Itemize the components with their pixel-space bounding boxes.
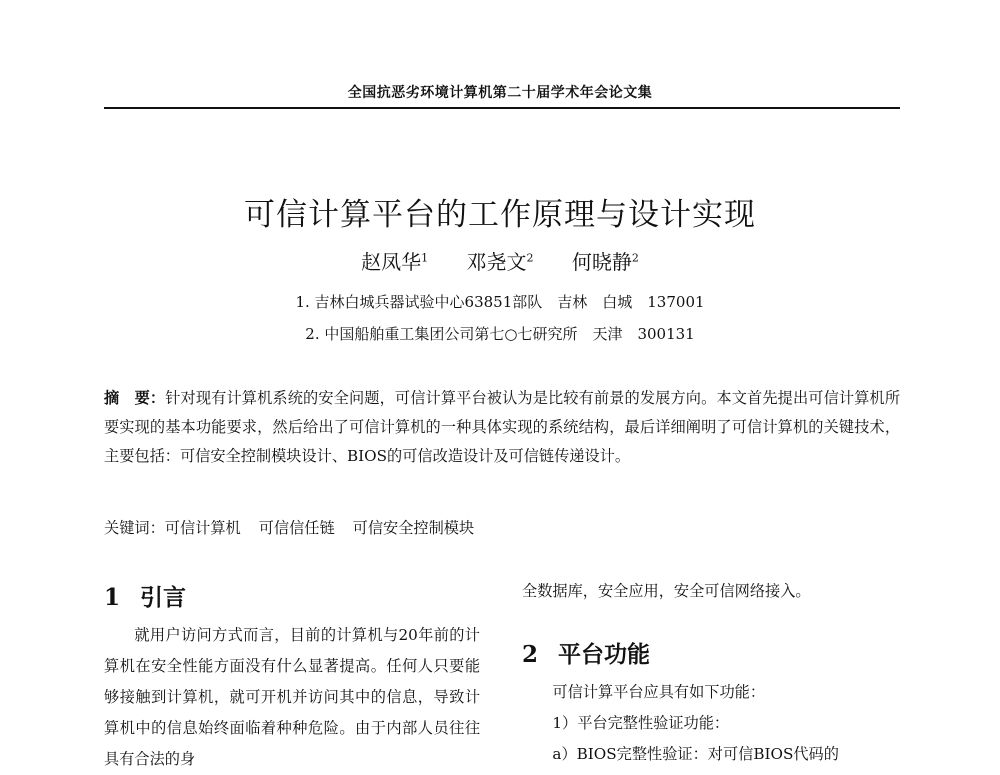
header-rule <box>104 107 900 109</box>
continued-text: 全数据库，安全应用，安全可信网络接入。 <box>522 582 811 600</box>
affiliation-mark: 1 <box>421 251 429 265</box>
keyword: 可信计算机 <box>164 519 241 537</box>
right-column <box>522 576 900 770</box>
running-header: 全国抗恶劣环境计算机第二十届学术年会论文集 <box>347 85 653 101</box>
paper-title: 可信计算平台的工作原理与设计实现 <box>244 196 756 233</box>
list-subitem: a）BIOS完整性验证：对可信BIOS代码的 <box>552 745 839 763</box>
keywords <box>104 514 900 543</box>
affiliation-2: 2. 中国船舶重工集团公司第七○七研究所 天津 300131 <box>305 325 695 343</box>
section-title: 平台功能 <box>558 641 650 668</box>
affiliation-mark: 2 <box>526 251 534 265</box>
abstract <box>104 384 900 471</box>
author-line <box>0 246 1000 275</box>
keyword: 可信安全控制模块 <box>352 519 475 537</box>
list-item: 1）平台完整性验证功能： <box>552 714 730 732</box>
section-paragraph: 就用户访问方式而言，目前的计算机与20年前的计算机在安全性能方面没有什么显著提高。任何人只要能够接触到计算机，就可开机并访问其中的信息，导致计算机中的信息始终面临着种种危险。由于内部人员往往具有合法的身 <box>104 626 480 768</box>
abstract-text: 针对现有计算机系统的安全问题，可信计算平台被认为是比较有前景的发展方向。本文首先提出可信计算机所要实现的基本功能要求，然后给出了可信计算机的一种具体实现的系统结构，最后详细阐明了可信计算机的关键技术，主要包括：可信安全控制模块设计、BIOS的可信改造设计及可信链传递设计。 <box>104 389 901 465</box>
section-number: 2 <box>522 641 539 668</box>
author-1 <box>361 250 428 274</box>
author-name: 何晓静 <box>571 250 632 274</box>
author-name: 赵凤华 <box>361 250 422 274</box>
keywords-label: 关键词： <box>104 519 165 537</box>
section-title: 引言 <box>140 584 186 611</box>
abstract-label: 摘 要： <box>104 389 166 407</box>
section-heading <box>104 576 480 620</box>
affiliation-1: 1. 吉林白城兵器试验中心63851部队 吉林 白城 137001 <box>295 293 705 311</box>
left-column <box>104 576 480 775</box>
section-number: 1 <box>104 584 121 611</box>
author-3 <box>572 250 639 274</box>
author-name: 邓尧文 <box>466 250 527 274</box>
author-2 <box>467 250 534 274</box>
keyword: 可信信任链 <box>258 519 335 537</box>
section-heading <box>522 633 900 677</box>
section-intro: 可信计算平台应具有如下功能： <box>552 683 766 701</box>
affiliation-mark: 2 <box>631 251 639 265</box>
